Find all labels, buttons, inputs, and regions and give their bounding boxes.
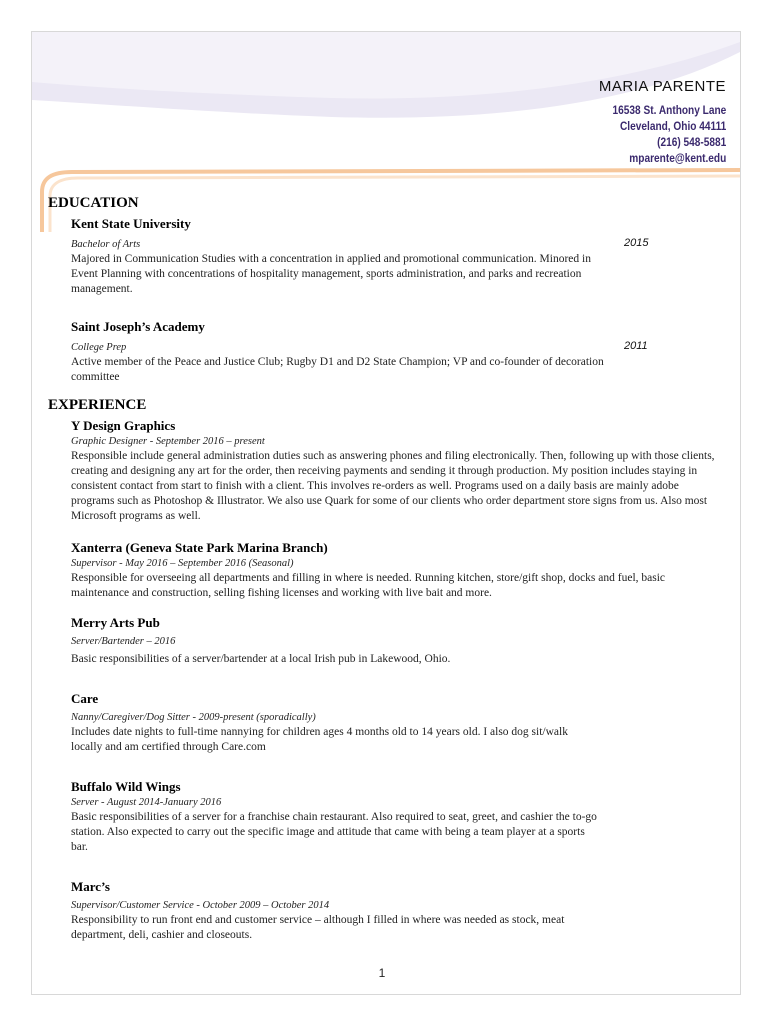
education-heading: EDUCATION [48,195,139,211]
degree: College Prep [71,342,127,353]
experience-entry [71,778,711,855]
job-title-dates: Supervisor - May 2016 – September 2016 (Seasonal) [71,558,294,569]
experience-entry [71,878,711,943]
employer-name: Xanterra (Geneva State Park Marina Branch) [71,540,328,555]
employer-name: Buffalo Wild Wings [71,779,181,794]
page-number: 1 [378,966,386,980]
resume-page [31,31,741,995]
candidate-name: MARIA PARENTE [598,78,726,95]
graduation-year: 2015 [624,237,649,249]
experience-entry [71,614,711,667]
job-title-dates: Server - August 2014-January 2016 [71,797,222,808]
entry-description: Responsibility to run front end and customer service – although I filled in where was needed as stock, meat department, deli, cashier and closeouts. [71,914,565,941]
graduation-year: 2011 [624,340,648,352]
contact-block [597,78,726,167]
entry-description: Active member of the Peace and Justice Club; Rugby D1 and D2 State Champion; VP and co-founder of decoration committee [71,356,604,383]
entry-description: Majored in Communication Studies with a concentration in applied and promotional communication. Minored in Event Planning with concentrations of hospitality management, sports administration, and parks and recreation management. [71,253,591,295]
entry-description: Basic responsibilities of a server/bartender at a local Irish pub in Lakewood, Ohio. [71,653,451,665]
experience-entry [71,417,715,524]
entry-description: Responsible for overseeing all departments and filling in where is needed. Running kitchen, store/gift shop, docks and fuel, basic maintenance and construction, selling fishing licenses and working with live bait and more. [71,572,666,599]
education-entry [71,318,711,385]
education-entry [71,215,711,297]
entry-description: Responsible include general administration duties such as answering phones and filing electronically. Then, following up with those clients, creating and designing any art for the order, then receiving payments and sending it through production. My position includes staying in consistent contact from start to finish with a client. This involves re-orders as well. Programs used on a daily basis are mainly adobe programs such as Photoshop & Illustrator. We also use Quark for some of our clients who order department store signs from us. Also most Microsoft programs as well. [71,450,715,522]
school-name: Saint Joseph’s Academy [71,319,205,334]
city-state-zip: Cleveland, Ohio 44111 [619,121,726,133]
email-address[interactable]: mparente@kent.edu [628,153,726,165]
experience-heading: EXPERIENCE [48,397,147,413]
experience-entry [71,690,711,755]
experience-entry [71,539,711,601]
entry-description: Basic responsibilities of a server for a franchise chain restaurant. Also required to seat, greet, and cashier the to-go station. Also expected to carry out the specific image and attitude that came with being a team player at a sports bar. [71,811,597,853]
degree: Bachelor of Arts [71,239,141,250]
job-title-dates: Graphic Designer - September 2016 – present [71,436,265,447]
street-address: 16538 St. Anthony Lane [612,105,726,117]
job-title-dates: Nanny/Caregiver/Dog Sitter - 2009-present (sporadically) [71,712,316,723]
entry-description: Includes date nights to full-time nannying for children ages 4 months old to 14 years old. I also dog sit/walk locally and am certified through Care.com [71,726,568,753]
employer-name: Marc’s [71,879,110,894]
phone-number: (216) 548-5881 [656,137,726,149]
employer-name: Merry Arts Pub [71,615,160,630]
school-name: Kent State University [71,216,191,231]
employer-name: Y Design Graphics [71,418,176,433]
job-title-dates: Server/Bartender – 2016 [71,636,176,647]
employer-name: Care [71,691,99,706]
job-title-dates: Supervisor/Customer Service - October 2009 – October 2014 [71,900,330,911]
